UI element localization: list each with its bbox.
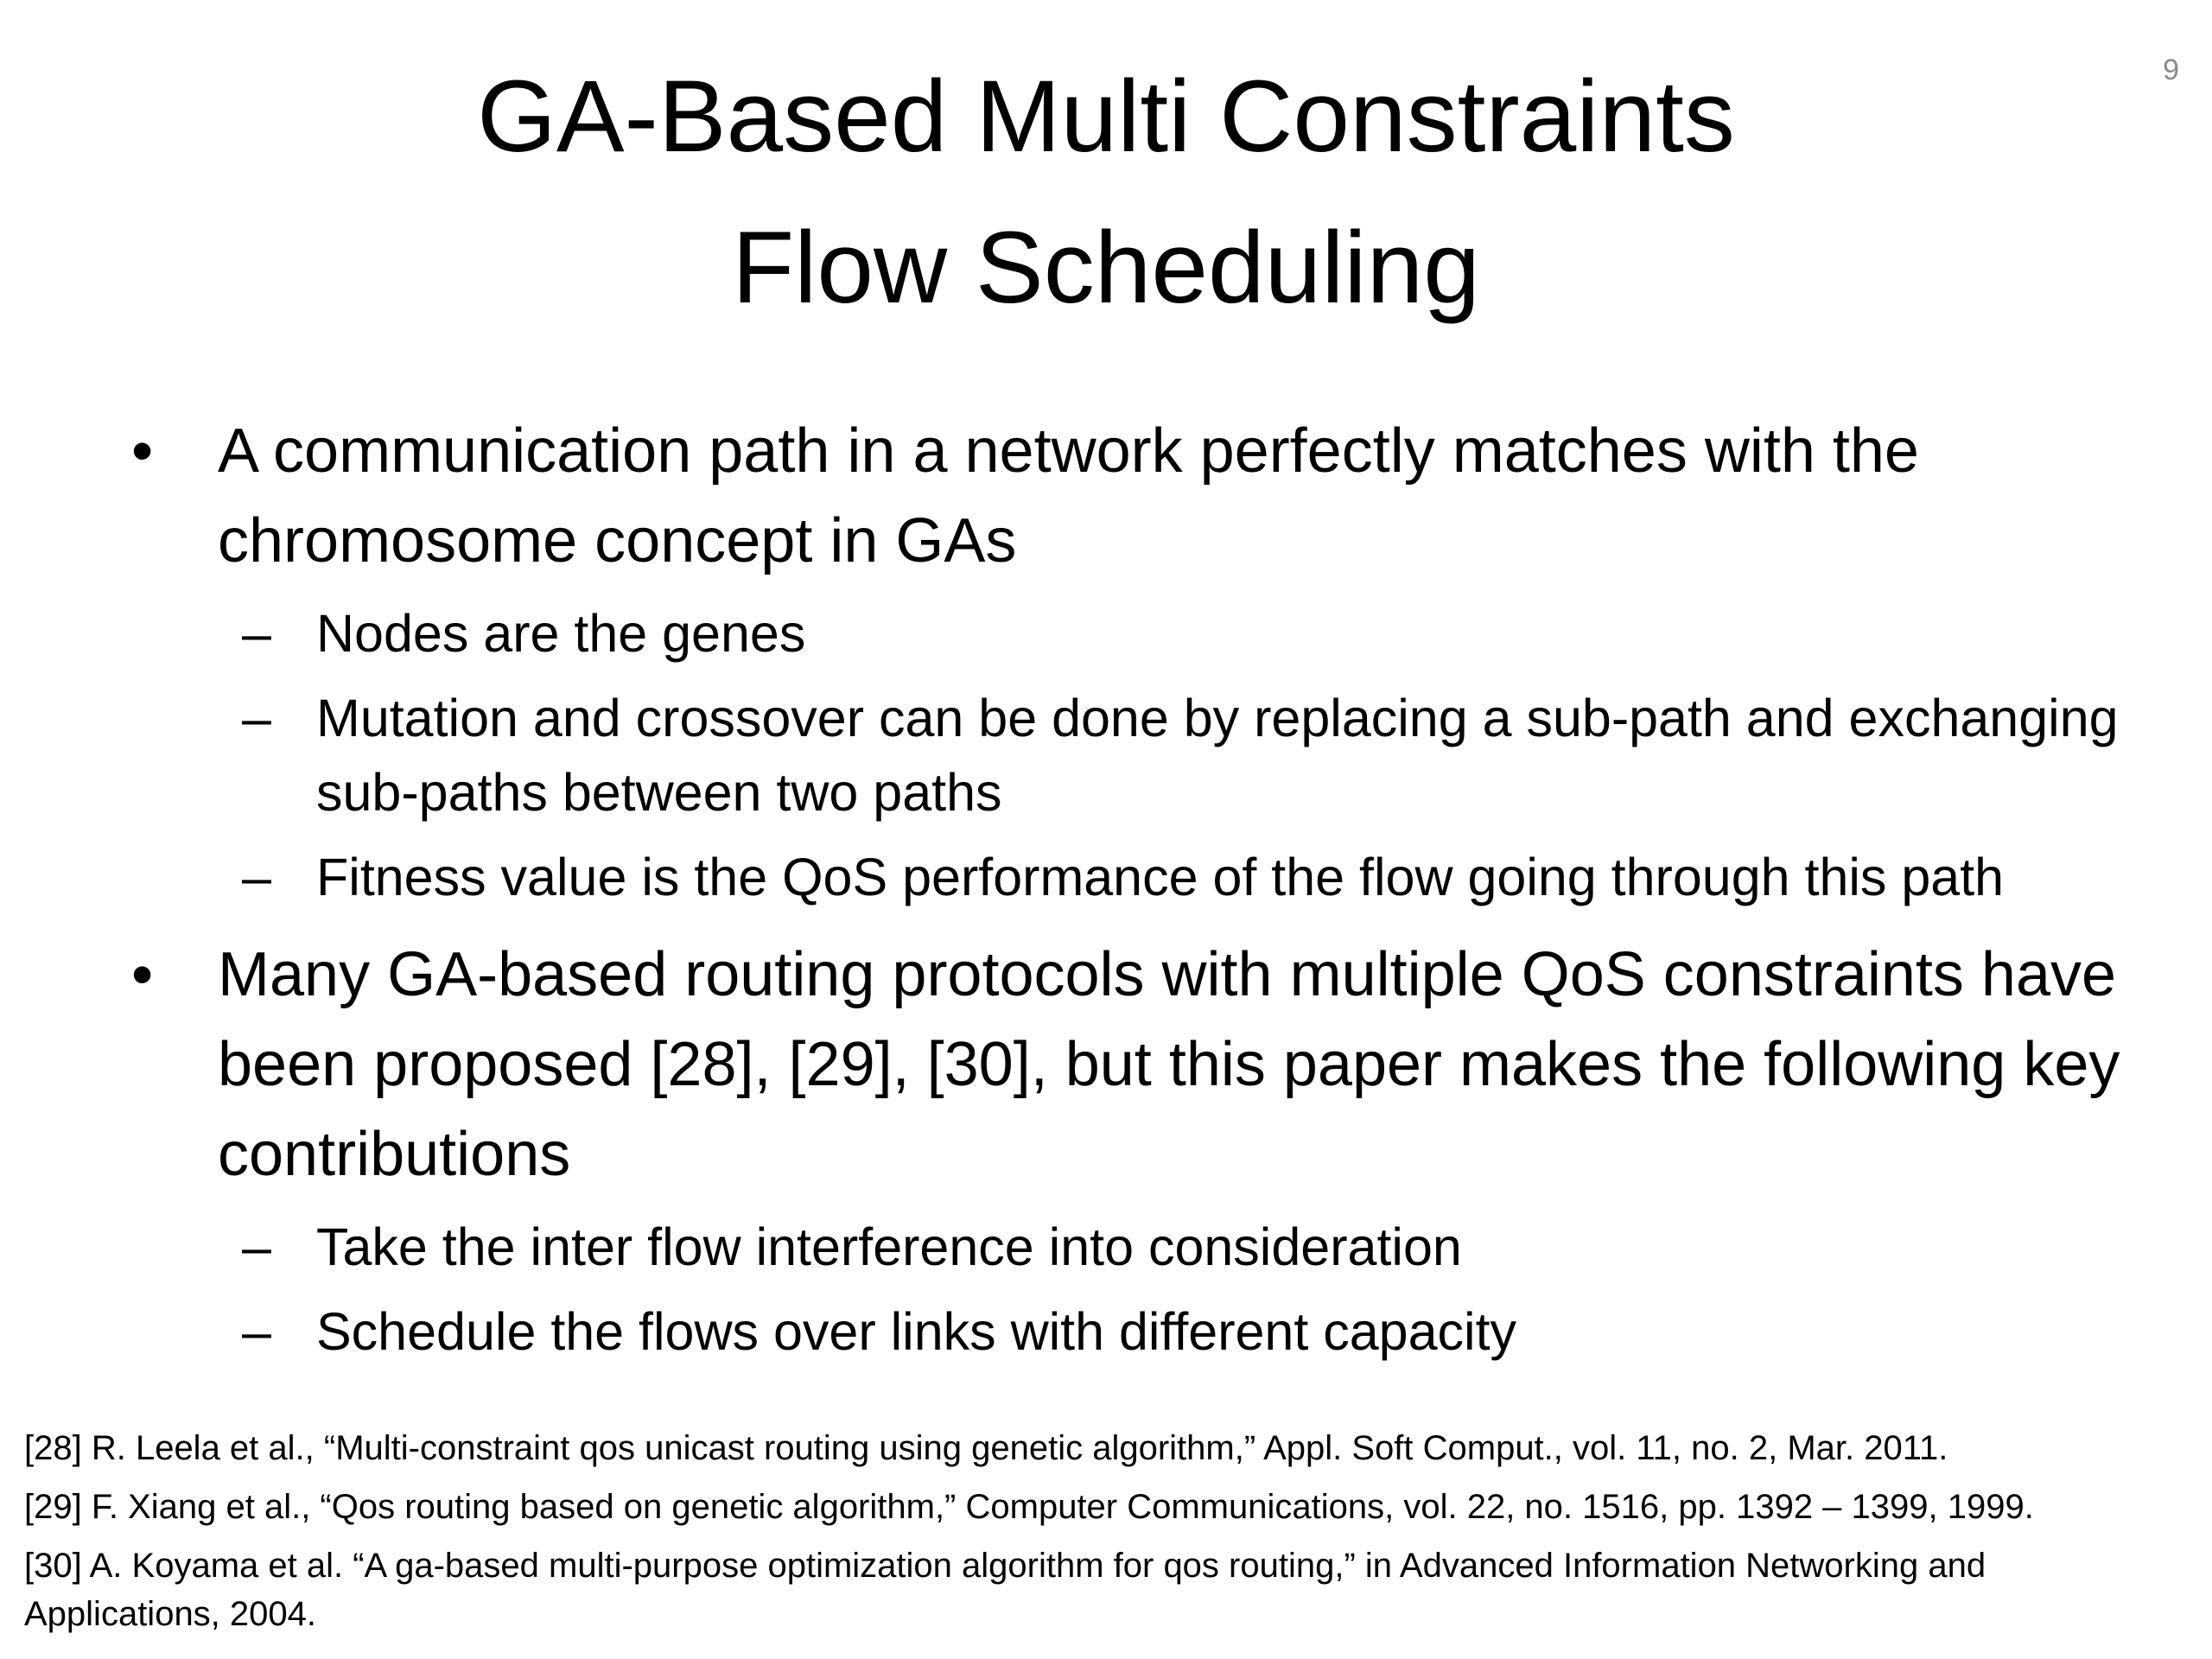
sub-bullet-text: Take the inter flow interference into consideration (316, 1217, 1462, 1276)
slide-content (0, 406, 2212, 1369)
sub-bullet-item (0, 1294, 2212, 1369)
bullet-item (0, 930, 2212, 1199)
slide-title-line-2: Flow Scheduling (732, 211, 1480, 325)
sub-bullet-item (0, 681, 2212, 830)
references (24, 1424, 2184, 1649)
dash-icon: – (242, 604, 271, 663)
sub-bullet-text: Fitness value is the QoS performance of the flow going through this path (316, 848, 2005, 906)
dash-icon: – (242, 848, 271, 906)
reference-item: [28] R. Leela et al., “Multi-constraint qos unicast routing using genetic algorithm,” Appl. Soft Comput., vol. 11, no. 2, Mar. 2011. (24, 1429, 1948, 1467)
dash-icon: – (242, 1302, 271, 1361)
sub-bullet-text: Nodes are the genes (316, 604, 806, 663)
bullet-text: A communication path in a network perfectly matches with the chromosome concept in GAs (218, 416, 1919, 575)
slide-title (0, 41, 2212, 344)
dash-icon: – (242, 689, 271, 747)
reference-item: [30] A. Koyama et al. “A ga-based multi-purpose optimization algorithm for qos routing,” in Advanced Information Networking and Applications, 2004. (24, 1547, 1986, 1633)
bullet-dot-icon: • (131, 940, 154, 1009)
sub-bullet-item (0, 840, 2212, 914)
bullet-text: Many GA-based routing protocols with multiple QoS constraints have been proposed [28], [29], [30], but this paper makes the following key contributions (218, 940, 2120, 1189)
bullet-item (0, 406, 2212, 586)
dash-icon: – (242, 1217, 271, 1276)
slide-number: 9 (2163, 54, 2179, 86)
sub-bullet-text: Mutation and crossover can be done by replacing a sub-path and exchanging sub-paths between two paths (316, 689, 2119, 822)
slide-title-line-1: GA-Based Multi Constraints (477, 60, 1735, 174)
reference-item: [29] F. Xiang et al., “Qos routing based on genetic algorithm,” Computer Communications, vol. 22, no. 1516, pp. 1392 – 1399, 1999. (24, 1488, 2034, 1526)
sub-bullet-item (0, 1210, 2212, 1284)
sub-bullet-text: Schedule the flows over links with different capacity (316, 1302, 1517, 1361)
sub-bullet-item (0, 596, 2212, 671)
bullet-dot-icon: • (131, 416, 154, 486)
